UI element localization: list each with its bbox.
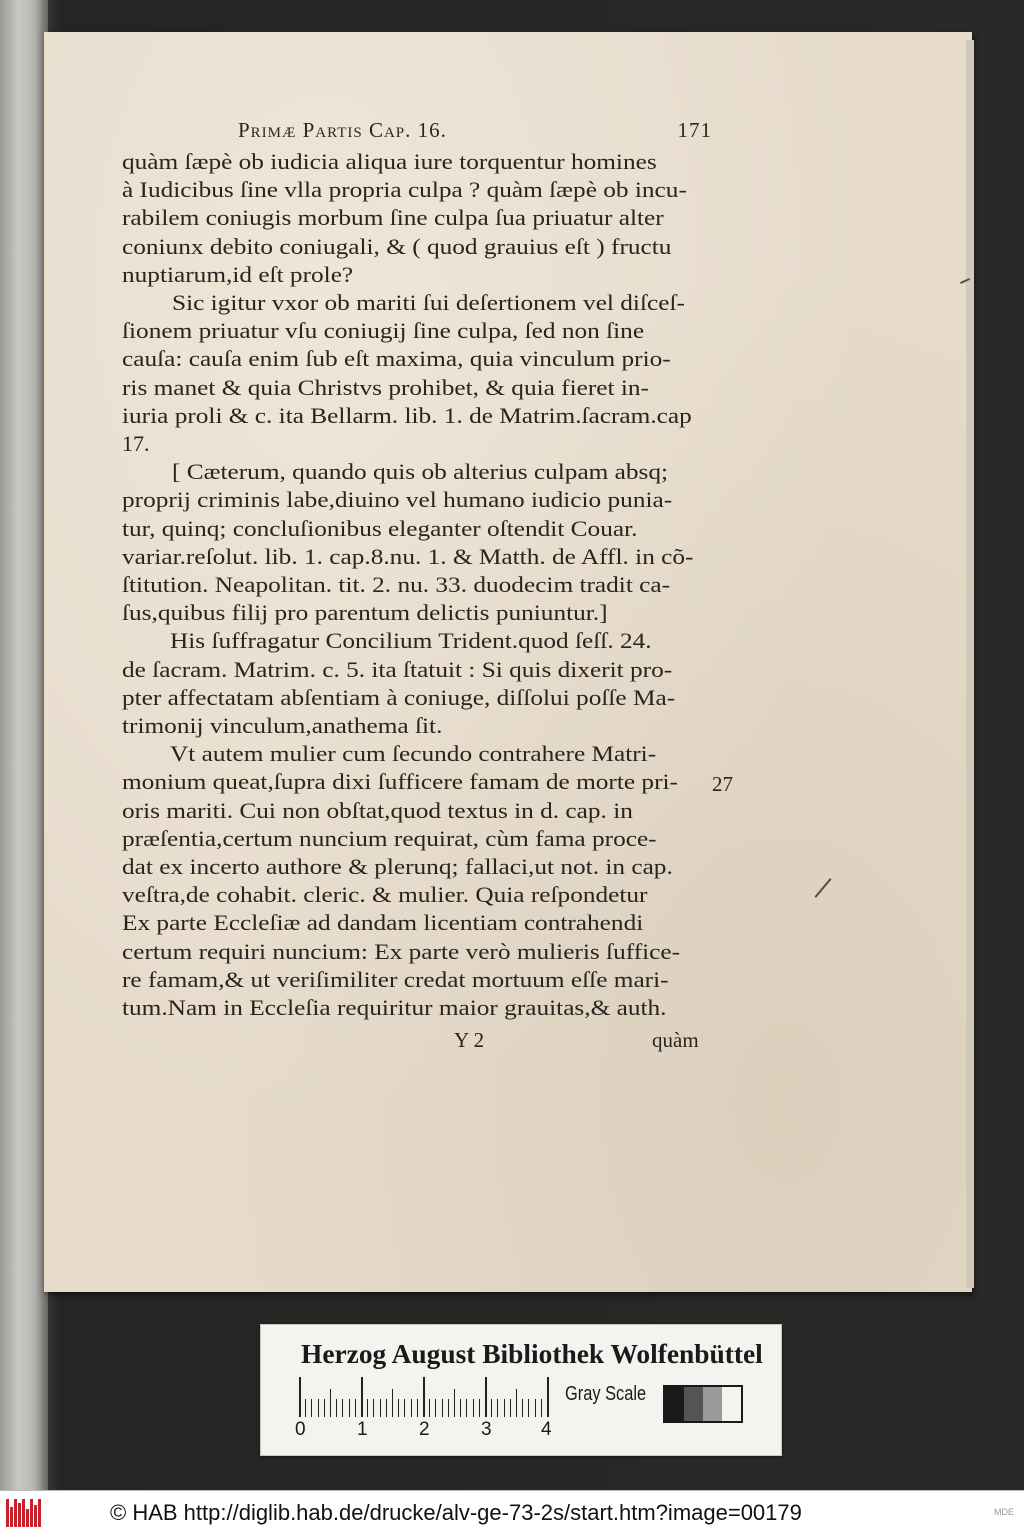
ruler-tick xyxy=(491,1399,492,1417)
ruler-number: 2 xyxy=(419,1419,430,1440)
ruler-tick xyxy=(442,1399,443,1417)
ruler-tick xyxy=(392,1389,393,1417)
gray-scale-label: Gray Scale xyxy=(565,1383,647,1405)
ruler-tick xyxy=(330,1389,331,1417)
margin-note: 27 xyxy=(712,772,733,796)
ruler-tick xyxy=(541,1399,542,1417)
text-line: trimonij vinculum,anathema ſit. xyxy=(122,713,443,738)
text-line: ris manet & quia Christvs prohibet, & quia fieret in- xyxy=(122,374,649,400)
text-line: certum requiri nuncium: Ex parte verò mulieris ſuffice- xyxy=(122,938,681,964)
ruler-tick xyxy=(473,1399,474,1417)
ruler-tick xyxy=(504,1399,505,1417)
signature-mark: Y 2 xyxy=(454,1028,485,1052)
text-line: quàm ſæpè ob iudicia aliqua iure torquentur homines xyxy=(122,149,657,174)
text-line: nuptiarum,id eſt prole? xyxy=(122,261,354,287)
text-line: ſionem priuatur vſu coniugij ſine culpa, ſed non ſine xyxy=(122,318,645,344)
gray-scale-swatches xyxy=(663,1385,743,1423)
gray-swatch xyxy=(665,1387,684,1421)
ruler-tick xyxy=(342,1399,343,1417)
ruler-tick xyxy=(485,1377,487,1417)
text-line: veſtra,de cohabit. cleric. & mulier. Quia reſpondetur xyxy=(122,882,648,908)
ruler-tick xyxy=(460,1399,461,1417)
ruler-tick xyxy=(466,1399,467,1417)
ruler-tick xyxy=(336,1399,337,1417)
ruler-tick xyxy=(349,1399,350,1417)
ruler-tick xyxy=(516,1389,517,1417)
ruler-tick xyxy=(535,1399,536,1417)
text-line: oris mariti. Cui non obſtat,quod textus in d. cap. in xyxy=(122,797,633,823)
color-card xyxy=(260,1324,782,1456)
text-line: coniunx debito coniugali, & ( quod grauius eſt ) fructu xyxy=(122,233,672,259)
ruler-tick xyxy=(423,1377,425,1417)
text-line: Sic igitur vxor ob mariti ſui deſertionem vel diſceſ- xyxy=(172,290,685,315)
ruler-tick xyxy=(311,1399,312,1417)
running-head xyxy=(122,118,712,148)
ruler-tick xyxy=(522,1399,523,1417)
ruler-tick xyxy=(355,1399,356,1417)
text-line: Ex parte Eccleſiæ ad dandam licentiam contrahendi xyxy=(122,910,644,936)
source-link[interactable]: © HAB http://diglib.hab.de/drucke/alv-ge-73-2s/start.htm?image=00179 xyxy=(110,1500,802,1525)
ruler-tick xyxy=(454,1389,455,1417)
ruler-tick xyxy=(547,1377,549,1417)
ruler-tick xyxy=(386,1399,387,1417)
ruler-tick xyxy=(417,1399,418,1417)
text-line: præſentia,certum nuncium requirat, cùm fama proce- xyxy=(122,825,657,851)
ruler-number: 3 xyxy=(481,1419,492,1440)
text-line: tur, quinq; concluſionibus eleganter oſtendit Couar. xyxy=(122,515,638,541)
ruler-tick xyxy=(497,1399,498,1417)
gray-swatch xyxy=(722,1387,741,1421)
running-title: Primæ Partis Cap. 16. xyxy=(238,118,447,142)
ruler-tick xyxy=(411,1399,412,1417)
footer-corner-text: MDE xyxy=(994,1507,1014,1517)
ruler-tick xyxy=(479,1399,480,1417)
ruler-number: 1 xyxy=(357,1419,368,1440)
text-line: de ſacram. Matrim. c. 5. ita ſtatuit : Si quis dixerit pro- xyxy=(122,656,673,682)
text-line: Vt autem mulier cum ſecundo contrahere Matri- xyxy=(170,741,657,767)
footer-bar xyxy=(0,1490,1024,1533)
ruler-tick xyxy=(324,1399,325,1417)
ruler-tick xyxy=(373,1399,374,1417)
ruler-tick xyxy=(305,1399,306,1417)
ruler-tick xyxy=(398,1399,399,1417)
text-line: ſtitution. Neapolitan. tit. 2. nu. 33. duodecim tradit ca- xyxy=(122,572,671,597)
ruler-tick xyxy=(367,1399,368,1417)
text-line: His ſuffragatur Concilium Trident.quod ſeſſ. 24. xyxy=(170,628,652,654)
page-edge xyxy=(966,40,974,1288)
text-line: 17. xyxy=(122,431,150,456)
hab-logo-icon xyxy=(6,1499,46,1527)
ruler-number: 4 xyxy=(541,1419,552,1440)
text-line: proprij criminis labe,diuino vel humano iudicio punia- xyxy=(122,487,673,513)
text-line: [ Cæterum, quando quis ob alterius culpam absq; xyxy=(172,459,669,485)
ruler-tick xyxy=(318,1399,319,1417)
text-line: monium queat,ſupra dixi ſufficere famam de morte pri- xyxy=(122,769,678,795)
ruler-tick xyxy=(404,1399,405,1417)
ruler-scale xyxy=(299,1377,549,1417)
gray-swatch xyxy=(703,1387,722,1421)
page-number: 171 xyxy=(677,118,712,142)
text-line: tum.Nam in Eccleſia requiritur maior grauitas,& auth. xyxy=(122,995,667,1020)
ruler-tick xyxy=(528,1399,529,1417)
ruler-number: 0 xyxy=(295,1419,306,1440)
gray-swatch xyxy=(684,1387,703,1421)
ruler-tick xyxy=(448,1399,449,1417)
catchword: quàm xyxy=(652,1028,699,1052)
ruler-tick xyxy=(299,1377,301,1417)
text-line: pter affectatam abſentiam à coniuge, diſſolui poſſe Ma- xyxy=(122,684,676,710)
ruler-tick xyxy=(510,1399,511,1417)
ruler-tick xyxy=(435,1399,436,1417)
text-line: ſus,quibus filij pro parentum delictis puniuntur.] xyxy=(122,600,608,626)
text-line: cauſa: cauſa enim ſub eſt maxima, quia vinculum prio- xyxy=(122,346,671,372)
binding-edge xyxy=(0,0,48,1490)
ruler-tick xyxy=(429,1399,430,1417)
text-line: variar.reſolut. lib. 1. cap.8.nu. 1. & Matth. de Affl. in cõ- xyxy=(122,543,694,569)
ruler-tick xyxy=(361,1377,363,1417)
card-title: Herzog August Bibliothek Wolfenbüttel xyxy=(301,1339,763,1369)
ruler-tick xyxy=(380,1399,381,1417)
text-line: rabilem coniugis morbum ſine culpa ſua priuatur alter xyxy=(122,205,664,231)
text-line: dat ex incerto authore & plerunq; fallaci,ut not. in cap. xyxy=(122,854,673,879)
text-line: iuria proli & c. ita Bellarm. lib. 1. de Matrim.ſacram.cap xyxy=(122,402,692,428)
text-line: à Iudicibus ſine vlla propria culpa ? quàm ſæpè ob incu- xyxy=(122,177,687,203)
text-line: re famam,& ut veriſimiliter credat mortuum eſſe mari- xyxy=(122,966,669,992)
